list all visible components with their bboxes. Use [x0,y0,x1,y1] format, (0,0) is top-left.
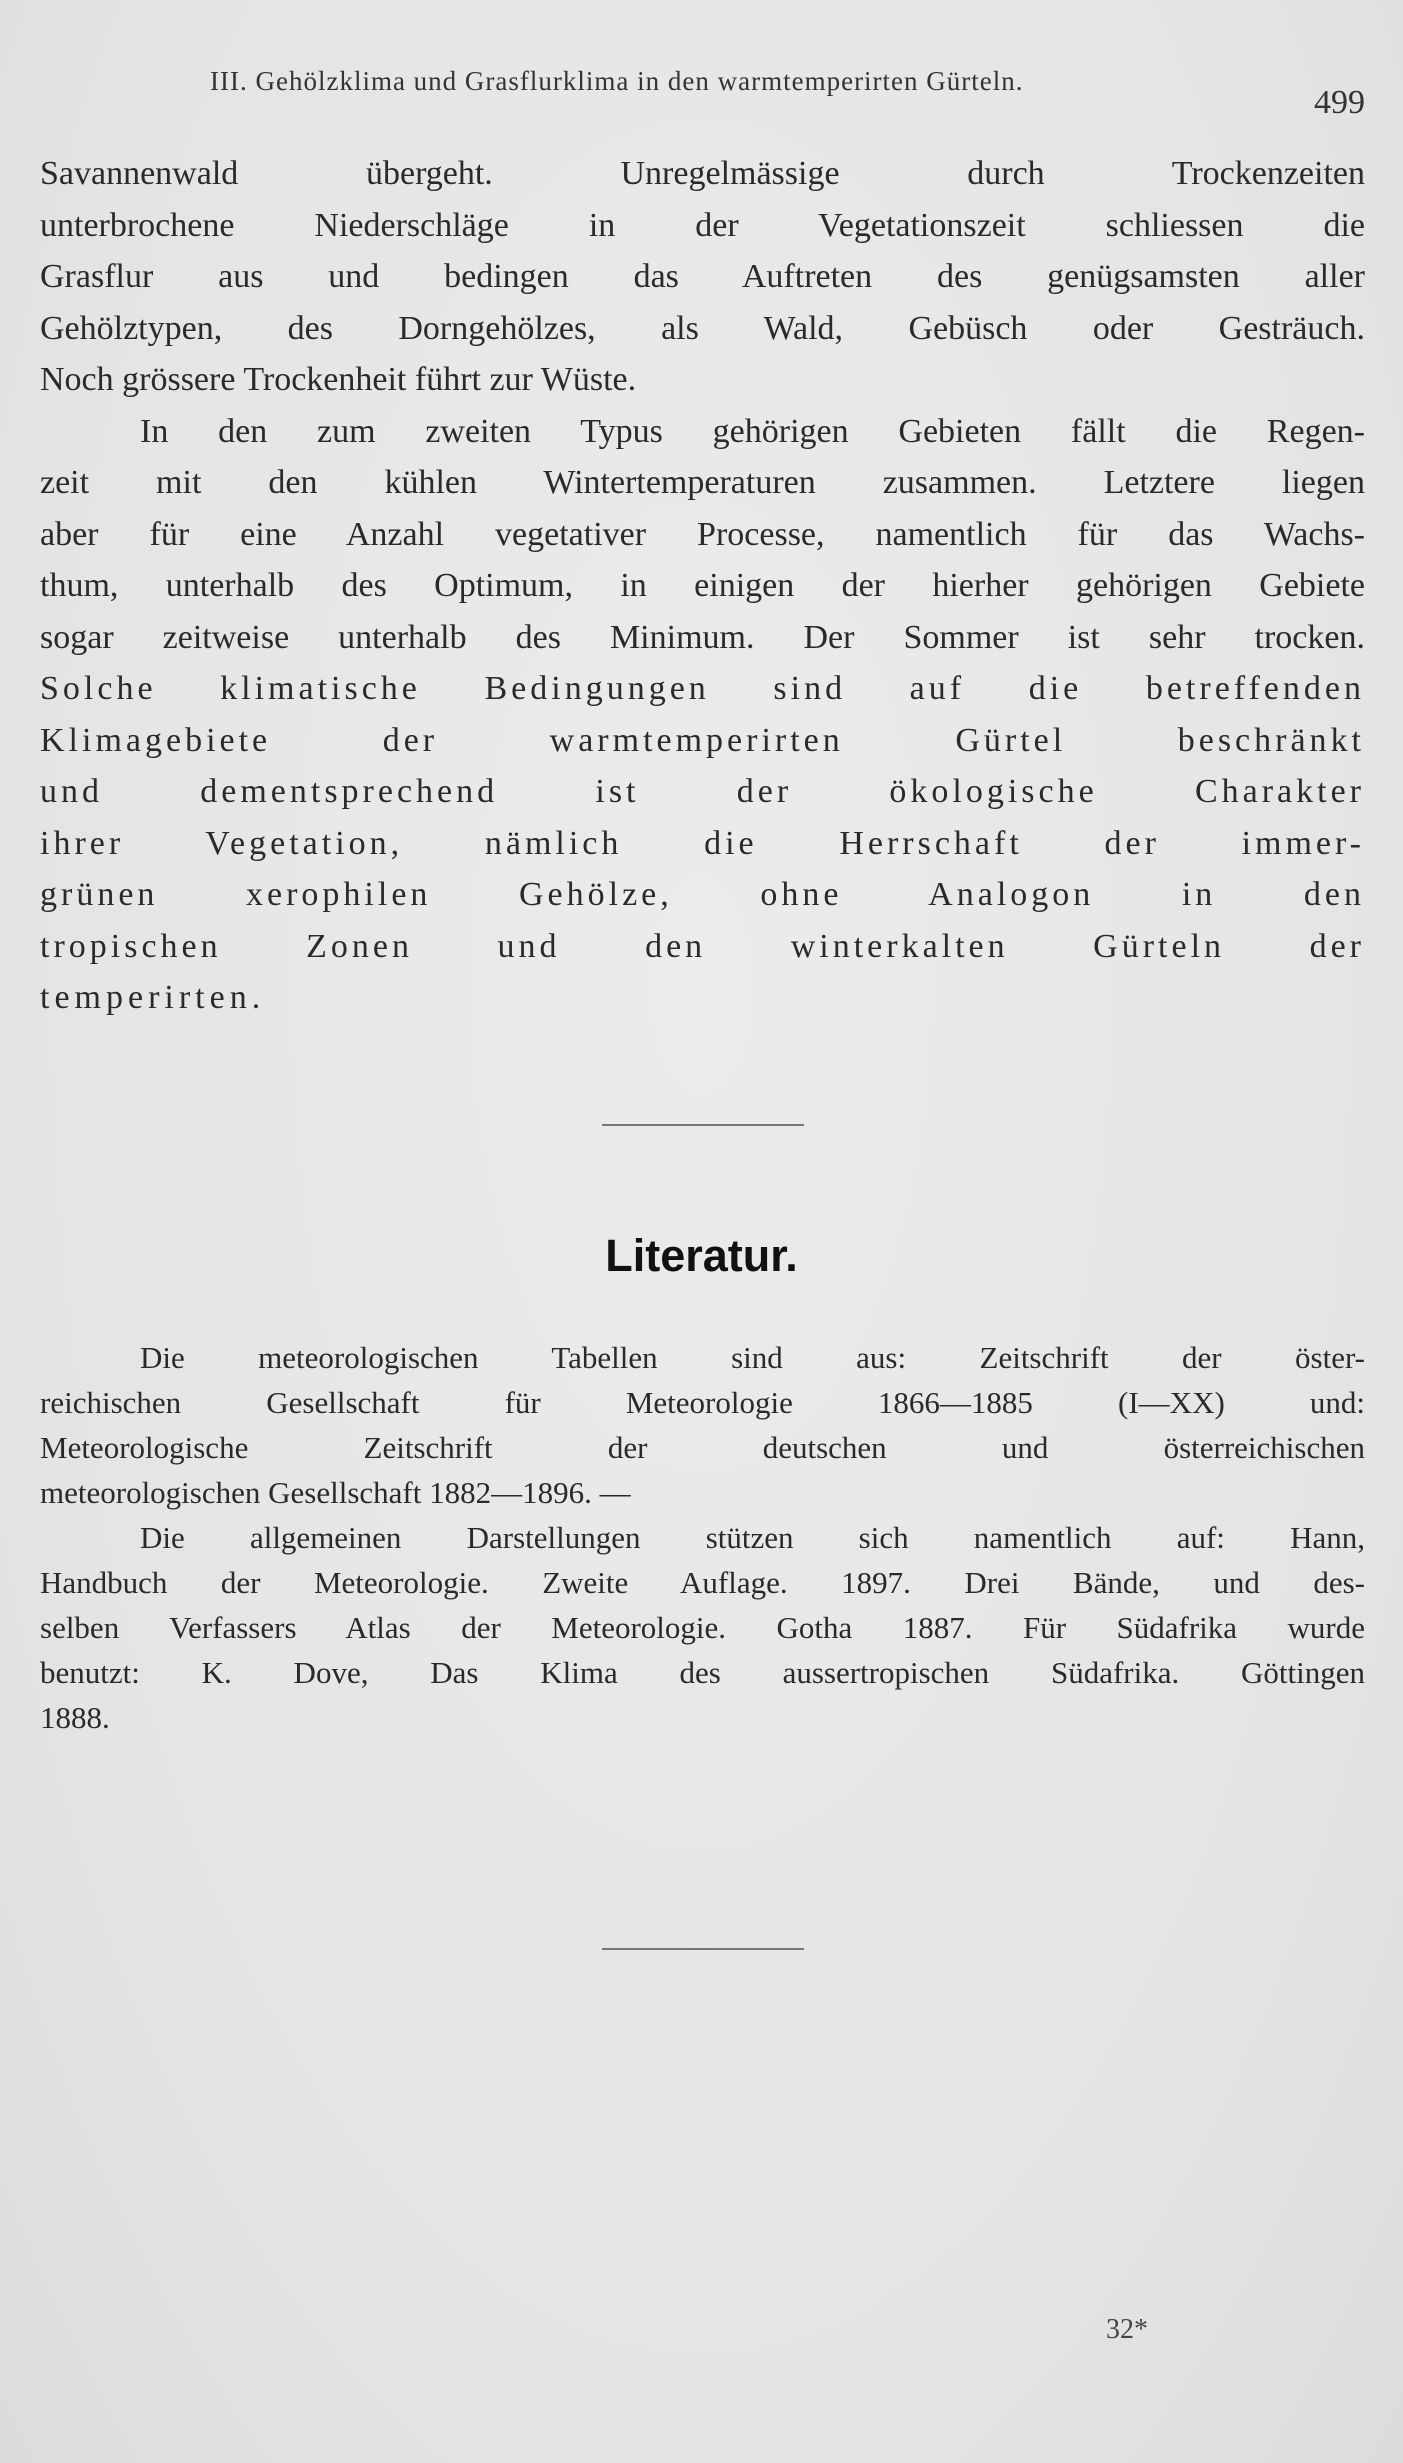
signature-mark: 32* [1106,2314,1148,2345]
text-line: Klimagebiete der warmtemperirten Gürtel beschränkt [40,721,1365,759]
text-line: benutzt: K. Dove, Das Klima des aussertropischen Südafrika. Göttingen [40,1655,1365,1690]
text-line: 1888. [40,1700,110,1735]
text-line: sogar zeitweise unterhalb des Minimum. Der Sommer ist sehr trocken. [40,618,1365,656]
text-line: thum, unterhalb des Optimum, in einigen der hierher gehörigen Gebiete [40,567,1365,604]
page-number: 499 [1314,84,1365,121]
text-line: temperirten. [40,979,266,1016]
text-line: reichischen Gesellschaft für Meteorologie 1866—1885 (I—XX) und: [40,1385,1365,1420]
text-line: und dementsprechend ist der ökologische Charakter [40,773,1365,810]
text-line: Solche klimatische Bedingungen sind auf die betreffenden [40,670,1365,707]
text-line: selben Verfassers Atlas der Meteorologie. Gotha 1887. Für Südafrika wurde [40,1610,1365,1645]
text-line: meteorologischen Gesellschaft 1882—1896. — [40,1475,631,1510]
main-text [40,148,1365,1024]
text-line: ihrer Vegetation, nämlich die Herrschaft der immer- [40,824,1365,862]
text-line: Die meteorologischen Tabellen sind aus: Zeitschrift der öster- [140,1340,1365,1375]
text-line: tropischen Zonen und den winterkalten Gürteln der [40,927,1365,965]
literature-heading: Literatur. [605,1230,798,1281]
text-line: Meteorologische Zeitschrift der deutschen und österreichischen [40,1430,1365,1465]
text-line: unterbrochene Niederschläge in der Vegetationszeit schliessen die [40,206,1365,244]
text-line: Noch grössere Trockenheit führt zur Wüste. [40,361,637,398]
section-divider [602,1948,804,1950]
text-line: aber für eine Anzahl vegetativer Processe, namentlich für das Wachs- [40,515,1365,553]
text-line: Grasflur aus und bedingen das Auftreten des genügsamsten aller [40,258,1365,295]
text-line: Die allgemeinen Darstellungen stützen sich namentlich auf: Hann, [140,1520,1365,1555]
running-head: III. Gehölzklima und Grasflurklima in den warmtemperirten Gürteln. [210,66,1024,96]
text-line: Savannenwald übergeht. Unregelmässige durch Trockenzeiten [40,155,1365,192]
text-line: Handbuch der Meteorologie. Zweite Auflage. 1897. Drei Bände, und des- [40,1565,1365,1600]
section-divider [602,1124,804,1126]
text-line: zeit mit den kühlen Wintertemperaturen zusammen. Letztere liegen [40,464,1365,501]
text-line: In den zum zweiten Typus gehörigen Gebieten fällt die Regen- [140,412,1365,450]
literature-text [40,1335,1365,1740]
text-line: grünen xerophilen Gehölze, ohne Analogon in den [40,876,1365,913]
text-line: Gehölztypen, des Dorngehölzes, als Wald, Gebüsch oder Gesträuch. [40,309,1365,347]
